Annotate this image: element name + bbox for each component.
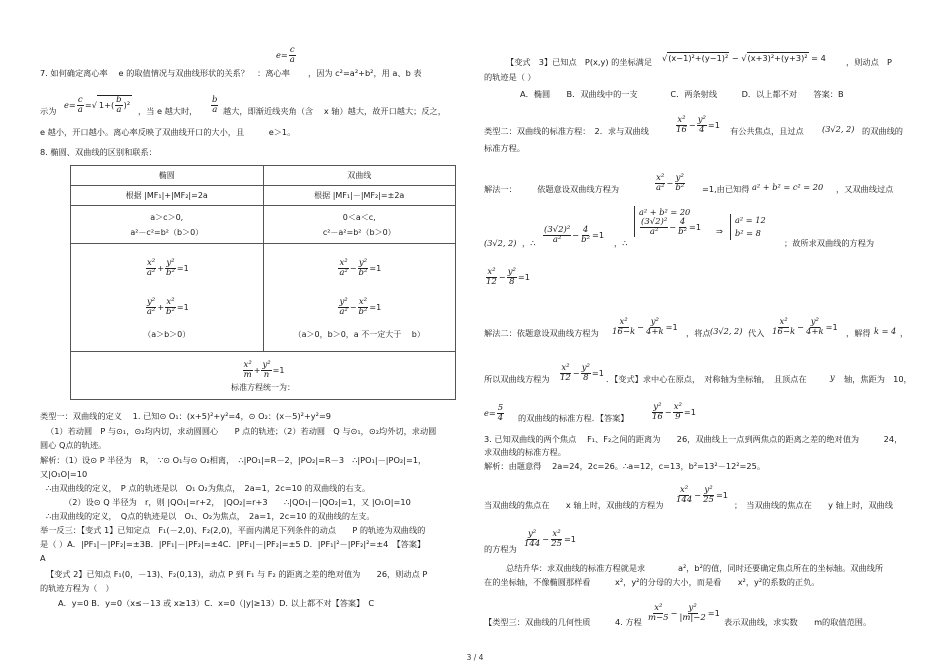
item3-line3: 解析：由题意得 2a=24，2c=26。∴a=12，c=13，b²=13²－12²=25。 <box>484 461 766 471</box>
solution2-line2b: ．【变式】求中心在原点， 对称轴为坐标轴， 且顶点在 <box>606 374 807 384</box>
type3-a: 【类型三：双曲线的几何性质 4. 方程 <box>484 617 642 627</box>
item3-y-axis-equation: $\frac{\text{y²}}{144}$ − $\frac{\text{x²}}{25}$ =1 <box>524 529 577 549</box>
solution2-c: 代入 <box>748 328 765 338</box>
relation-hyperbola-line1: 0＜a＜c, <box>342 212 376 222</box>
type2-line1c: 的双曲线的 <box>862 126 903 136</box>
type1-line1: 类型一：双曲线的定义 1. 已知⊙ O₁：(x+5)²+y²=4，⊙ O₂：(x－5)²+y²=9 <box>40 411 332 421</box>
relation-hyperbola <box>263 206 456 244</box>
variant-y-axis: y <box>830 372 835 382</box>
item8-title: 8. 椭圆、双曲线的区别和联系： <box>40 147 157 157</box>
ellipse-equation-x: $\frac{\text{x²}}{\text{a²}}$ + $\frac{\text{y²}}{\text{b²}}$ =1 <box>146 258 189 278</box>
solution2-d: ，解得 <box>846 328 871 338</box>
solution1-substitution: $\frac{\text{(3√2)²}}{\text{a²}}$ − $\frac{4}{\text{b²}}$ =1 <box>544 225 605 245</box>
ellipse-equation-y: $\frac{\text{y²}}{\text{a²}}$ + $\frac{\text{x²}}{\text{b²}}$ =1 <box>146 297 189 317</box>
unified-label: 标准方程统一为： <box>231 382 295 392</box>
type2-line1b: 有公共焦点，且过点 <box>730 126 804 136</box>
solution2-line2c: 轴，焦距为 10， <box>844 374 912 384</box>
right-column <box>484 0 914 671</box>
item7-line2a: 示为 <box>40 106 57 116</box>
item7-line3: e 越小，开口越小。离心率反映了双曲线开口的大小，且 e＞1。 <box>40 127 296 137</box>
solution1-b: =1,由已知得 <box>702 184 750 194</box>
equations-hyperbola <box>263 244 456 352</box>
type1-line11: A <box>40 553 46 563</box>
type1-line4: 解析：（1）设⊙ P 半径为 R， ∵⊙ O₁与⊙ O₂相离， ∴|PO₁|=R－2，|PO₂|=R－3 ∴|PO₁|－|PO₂|=1， <box>40 455 427 465</box>
solution2-equation: $\frac{\text{x²}}{16-k}$ − $\frac{\text{y²}}{4+k}$ =1 <box>612 317 678 337</box>
solution2-substituted: $\frac{\text{x²}}{16-k}$ − $\frac{\text{y²}}{4+k}$ =1 <box>772 317 838 337</box>
table-header-ellipse: 椭圆 <box>71 166 264 186</box>
variant3-line1b: ，则动点 P <box>846 57 892 67</box>
solution1-arrow: ⇒ <box>716 226 723 236</box>
summary-line2: 在的坐标轴，不像椭圆那样看 x²，y²的分母的大小，而是看 x²，y²的系数的正负。 <box>484 577 820 587</box>
variant-answer-equation: $\frac{\text{y²}}{16}$ − $\frac{\text{x²}}{9}$ =1 <box>652 402 696 422</box>
unified-form <box>71 352 456 400</box>
item3-x-axis-equation: $\frac{\text{x²}}{144}$ − $\frac{\text{y²}}{25}$ =1 <box>676 485 729 505</box>
item3-line1: 3. 已知双曲线的两个焦点 F₁、F₂之间的距离为 26，双曲线上一点到两焦点的距离之差的绝对值为 24， <box>484 434 903 444</box>
type2-line1a: 类型二：双曲线的标准方程： 2．求与双曲线 <box>484 126 649 136</box>
table-header-hyperbola: 双曲线 <box>263 166 456 186</box>
b-over-a-formula: $\frac{b}{a}$ <box>212 95 218 115</box>
solution1-answer: $\frac{\text{x²}}{12}$ − $\frac{\text{y²}}{8}$ =1 <box>486 267 530 287</box>
solution1-relation: a² + b² = c² = 20 <box>752 182 824 192</box>
solution1-system: a² + b² = 20 $\frac{\text{(3√2)²}}{\text{a²}}$ − $\frac{4}{\text{b²}}$ =1 <box>634 206 701 237</box>
left-column <box>40 0 472 671</box>
variant-eccentricity: e= $\frac{5}{4}$ <box>484 403 504 423</box>
item3-line4a: 当双曲线的焦点在 x 轴上时，双曲线的方程为 <box>484 500 664 510</box>
summary-line1: 总结升华：求双曲线的标准方程就是求 a²，b²的值，同时还要确定焦点所在的坐标轴。双曲线所 <box>506 563 884 573</box>
solution1-result: a² = 12 b² = 8 <box>730 214 766 240</box>
hyperbola-equation-x: $\frac{\text{x²}}{\text{a²}}$ − $\frac{\text{y²}}{\text{b²}}$ =1 <box>339 258 382 278</box>
item3-line5a: 的方程为 <box>484 544 517 554</box>
type1-line8: ∴由双曲线的定义， Q点的轨迹是以 O₁、O₂为焦点， 2a=1，2c=10 的双曲线的左支。 <box>46 511 375 521</box>
type1-line10: 是（ ）A．|PF₁|－|PF₂|=±3B．|PF₁|－|PF₂|=±4C．|PF₁|－|PF₂|=±5 D．|PF₁|²－|PF₂|²=±4 【答案】 <box>40 539 426 549</box>
item7-line2c: 越大，即渐近线夹角（含 x 轴）越大，故开口越大；反之， <box>223 106 446 116</box>
solution1-f: ；故所求双曲线的方程为 <box>784 238 875 248</box>
solution2-k: k = 4 <box>874 326 897 336</box>
item7-line1b: ，因为 c²=a²+b²，用 a、b 表 <box>308 68 422 78</box>
eccentricity-formula-top: e= $\frac{c}{a}$ <box>276 45 295 65</box>
variant3-line2: 的轨迹是（ ） <box>484 72 536 82</box>
solution2-answer: $\frac{\text{x²}}{12}$ − $\frac{\text{y²}}{8}$ =1 <box>560 363 604 383</box>
definition-hyperbola: 根据 |MF₁|－|MF₂|=±2a <box>263 186 456 206</box>
comparison-table <box>70 165 456 400</box>
relation-ellipse-line1: a＞c＞0, <box>150 212 184 222</box>
relation-ellipse <box>71 206 264 244</box>
relation-ellipse-line2: a²－c²=b²（b＞0） <box>130 227 204 237</box>
ellipse-condition: （a＞b＞0） <box>143 330 191 339</box>
solution2-a: 解法二：依题意设双曲线方程为 <box>484 328 599 338</box>
variant3-line1a: 【变式 3】已知点 P(x,y) 的坐标满足 <box>506 57 653 67</box>
type1-line7: （2）设⊙ Q 半径为 r，则 |QO₁|=r+2， |QO₂|=r+3 ∴|QO₁|－|QO₂|=1，又 |O₁O|=10 <box>64 497 411 507</box>
hyperbola-condition: （a＞0，b＞0，a 不一定大于 b） <box>293 330 425 339</box>
solution2-point: (3√2, 2) <box>710 326 743 336</box>
solution2-b: ，将点 <box>686 328 711 338</box>
item7-line2b: ，当 e 越大时， <box>138 106 198 116</box>
solution1-point: (3√2, 2) <box>484 238 517 248</box>
solution1-e: ，∴ <box>614 238 628 248</box>
type1-line13: 的轨迹方程为（ ） <box>40 583 114 593</box>
solution1-d: ，∴ <box>522 238 536 248</box>
equations-ellipse <box>71 244 264 352</box>
variant3-options: A．椭圆 B．双曲线中的一支 C．两条射线 D．以上都不对 答案：B <box>520 89 844 99</box>
solution2-e: ， <box>900 328 909 338</box>
solution2-line2a: 所以双曲线方程为 <box>484 374 550 384</box>
type3-equation: $\frac{\text{x²}}{m-5}$ − $\frac{\text{y²}}{|m|-2}$ =1 <box>648 603 720 623</box>
definition-ellipse: 根据 |MF₁|+|MF₂|=2a <box>71 186 264 206</box>
page-number: 3 / 4 <box>466 653 484 662</box>
type2-point: (3√2, 2) <box>822 124 855 134</box>
type1-line2: （1）若动圆 P 与⊙₁，⊙₂均内切，求动圆圆心 P 点的轨迹；（2）若动圆 Q 与⊙₁，⊙₂均外切，求动圆 <box>46 426 437 436</box>
type1-line12: 【变式 2】已知点 F₁(0，－13)、F₂(0,13)，动点 P 到 F₁ 与 F₂ 的距离之差的绝对值为 26，则动点 P <box>46 569 428 579</box>
solution1-c: ，又双曲线过点 <box>836 184 894 194</box>
type1-line6: ∴由双曲线的定义， P 点的轨迹是以 O₁ O₂为焦点， 2a=1，2c=10 的双曲线的右支。 <box>46 483 371 493</box>
type1-line14: A．y=0 B．y=0（x≤－13 或 x≥13）C．x=0（|y|≥13）D. 以上都不对【答案】 C <box>58 598 375 608</box>
solution1-equation: $\frac{\text{x²}}{\text{a²}}$ − $\frac{\text{y²}}{\text{b²}}$ <box>656 173 685 193</box>
type1-line5: 又|O₁O|=10 <box>40 469 88 479</box>
variant3-condition-formula: √(x−1)²+(y−1)² − √(x+3)²+(y+3)² = 4 <box>662 53 826 63</box>
item3-line2: 求双曲线的标准方程。 <box>484 447 566 457</box>
type1-line3: 圆心 Q点的轨迹。 <box>40 440 107 450</box>
eccentricity-formula-expanded: e= $\frac{c}{a}$ =√ 1+( $\frac{b}{a}$ )² <box>64 95 131 115</box>
relation-hyperbola-line2: c²－a²=b²（b＞0） <box>322 227 396 237</box>
type2-given-hyperbola: $\frac{\text{x²}}{16}$ − $\frac{\text{y²}}{4}$ =1 <box>676 115 720 135</box>
type3-b: 表示双曲线，求实数 m的取值范围。 <box>724 617 872 627</box>
item7-line1: 7. 如何确定离心率 e 的取值情况与双曲线形状的关系？ ：离心率 <box>40 68 290 78</box>
solution1-a: 解法一： 依题意设双曲线方程为 <box>484 184 620 194</box>
hyperbola-equation-y: $\frac{\text{y²}}{\text{a²}}$ − $\frac{\text{x²}}{\text{b²}}$ =1 <box>339 297 382 317</box>
type2-line2: 标准方程。 <box>484 143 525 153</box>
solution2-line3b: 的双曲线的标准方程．【答案】 <box>518 413 629 423</box>
type1-line9: 举一反三：【变式 1】已知定点 F₁(－2,0)、F₂(2,0)，平面内满足下列条件的动点 P 的轨迹为双曲线的 <box>40 525 426 535</box>
item3-line4b: ； 当双曲线的焦点在 y 轴上时，双曲线 <box>734 500 893 510</box>
unified-equation: $\frac{\text{x²}}{m}$ + $\frac{\text{y²}}{n}$ =1 <box>243 359 285 380</box>
